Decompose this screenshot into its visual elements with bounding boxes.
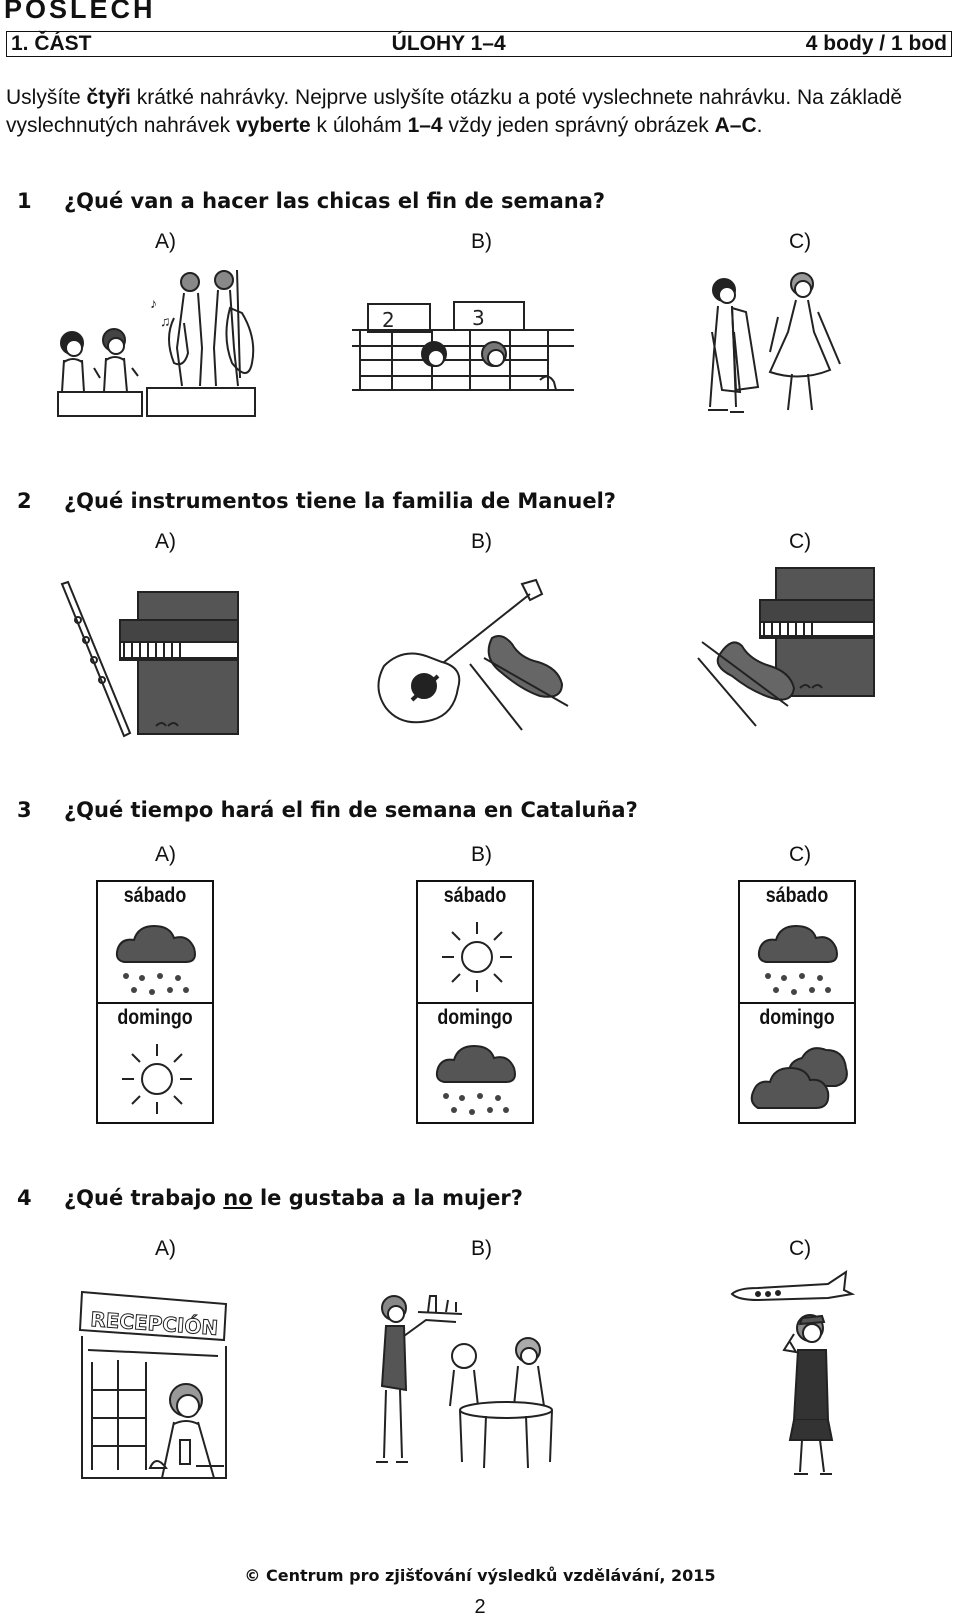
option-label-2b: B) bbox=[471, 530, 492, 553]
svg-text:♪: ♪ bbox=[150, 295, 157, 311]
image-girls-shopping-dresses[interactable] bbox=[700, 272, 860, 422]
tasks-label: ÚLOHY 1–4 bbox=[391, 32, 506, 55]
points-label: 4 body / 1 bod bbox=[805, 32, 947, 55]
option-label-1b: B) bbox=[471, 230, 492, 253]
question-text-1: ¿Qué van a hacer las chicas el fin de semana? bbox=[64, 189, 606, 213]
image-guitar-and-violin[interactable] bbox=[372, 578, 582, 743]
weather-day2-c bbox=[740, 1004, 854, 1124]
question-text-4: ¿Qué trabajo no le gustaba a la mujer? bbox=[64, 1186, 523, 1210]
day-label: domingo bbox=[437, 1006, 513, 1029]
weather-card-b[interactable] bbox=[416, 880, 534, 1124]
task-header-bar bbox=[6, 31, 952, 57]
option-label-3a: A) bbox=[155, 843, 176, 866]
day-label: domingo bbox=[759, 1006, 835, 1029]
question-text-3: ¿Qué tiempo hará el fin de semana en Cataluña? bbox=[64, 798, 638, 822]
weather-day2-a bbox=[98, 1004, 212, 1124]
instructions: Uslyšíte čtyři krátké nahrávky. Nejprve uslyšíte otázku a poté vyslechnete nahrávku. Na základě vyslechnutých nahrávek vyberte k úlohám 1–4 vždy jeden správný obrázek A–C. bbox=[6, 86, 903, 137]
svg-text:3: 3 bbox=[472, 306, 485, 330]
option-label-4b: B) bbox=[471, 1237, 492, 1260]
svg-text:2: 2 bbox=[382, 308, 395, 332]
question-number-3: 3 bbox=[17, 798, 32, 822]
rain-cloud-icon bbox=[434, 1040, 518, 1120]
day-label: sábado bbox=[765, 884, 829, 907]
question-number-2: 2 bbox=[17, 489, 32, 513]
section-title: POSLECH bbox=[4, 0, 156, 24]
rain-cloud-icon bbox=[114, 920, 198, 998]
option-label-1a: A) bbox=[155, 230, 176, 253]
sun-icon bbox=[118, 1040, 196, 1118]
question-number-4: 4 bbox=[17, 1186, 32, 1210]
option-label-2a: A) bbox=[155, 530, 176, 553]
day-label: domingo bbox=[117, 1006, 193, 1029]
image-girls-at-jazz-concert[interactable] bbox=[52, 268, 262, 430]
question-number-1: 1 bbox=[17, 189, 32, 213]
day-label: sábado bbox=[123, 884, 187, 907]
image-hotel-receptionist[interactable] bbox=[78, 1290, 230, 1482]
image-violin-and-piano[interactable] bbox=[692, 566, 882, 736]
weather-day2-b bbox=[418, 1004, 532, 1124]
question-text-2: ¿Qué instrumentos tiene la familia de Manuel? bbox=[64, 489, 616, 513]
clouds-icon bbox=[750, 1042, 850, 1116]
image-flute-and-piano[interactable] bbox=[56, 580, 246, 745]
image-flight-attendant[interactable] bbox=[728, 1270, 858, 1480]
option-label-1c: C) bbox=[789, 230, 812, 253]
part-label: 1. ČÁST bbox=[11, 32, 92, 55]
option-label-3c: C) bbox=[789, 843, 812, 866]
option-label-3b: B) bbox=[471, 843, 492, 866]
image-girls-at-cinema-box-office[interactable] bbox=[352, 300, 582, 408]
page-number: 2 bbox=[474, 1596, 486, 1618]
svg-text:RECEPCIÓN: RECEPCIÓN bbox=[89, 1307, 219, 1340]
svg-text:♫: ♫ bbox=[160, 313, 171, 329]
day-label: sábado bbox=[443, 884, 507, 907]
weather-card-c[interactable] bbox=[738, 880, 856, 1124]
rain-cloud-icon bbox=[756, 920, 840, 998]
option-label-4a: A) bbox=[155, 1237, 176, 1260]
weather-day1-a bbox=[98, 882, 212, 1004]
option-label-2c: C) bbox=[789, 530, 812, 553]
sun-icon bbox=[438, 918, 516, 996]
copyright-footer: © Centrum pro zjišťování výsledků vzdělávání, 2015 bbox=[244, 1566, 716, 1585]
image-waitress[interactable] bbox=[366, 1286, 576, 1476]
option-label-4c: C) bbox=[789, 1237, 812, 1260]
weather-day1-b bbox=[418, 882, 532, 1004]
weather-day1-c bbox=[740, 882, 854, 1004]
weather-card-a[interactable] bbox=[96, 880, 214, 1124]
